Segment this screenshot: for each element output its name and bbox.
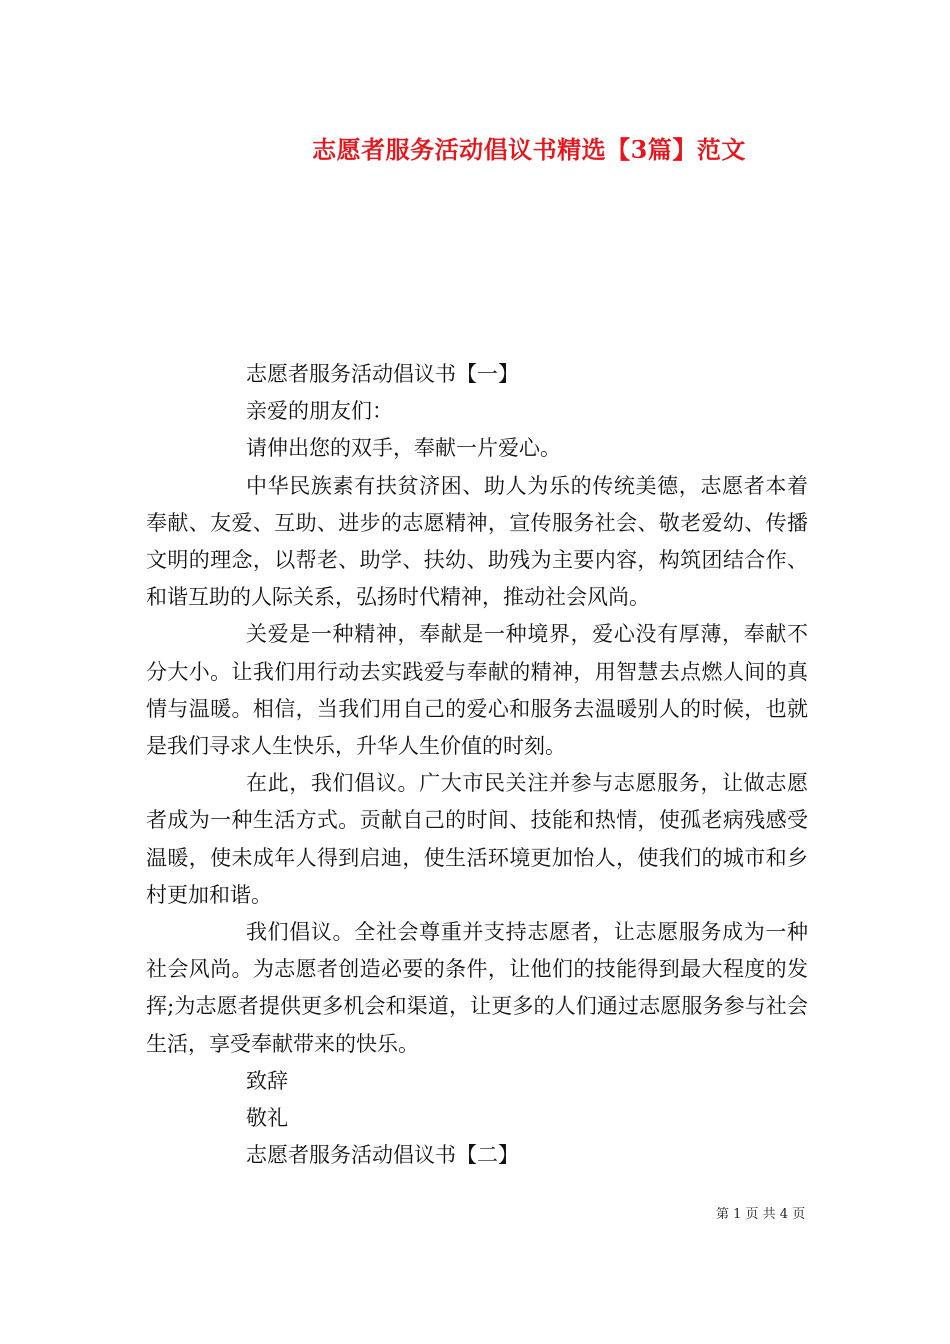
document-title: 志愿者服务活动倡议书精选【3篇】范文 (312, 135, 746, 164)
page-number: 第 1 页 共 4 页 (716, 1207, 806, 1222)
paragraph: 中华民族素有扶贫济困、助人为乐的传统美德，志愿者本着奉献、友爱、互助、进步的志愿精神，宣传服务社会、敬老爱幼、传播文明的理念，以帮老、助学、扶幼、助残为主要内容，构筑团结合作、和谐互助的人际关系，弘扬时代精神，推动社会风尚。 (146, 473, 808, 610)
paragraph: 在此，我们倡议。广大市民关注并参与志愿服务，让做志愿者成为一种生活方式。贡献自己的时间、技能和热情，使孤老病残感受温暖，使未成年人得到启迪，使生活环境更加怡人，使我们的城市和乡村更加和谐。 (146, 771, 808, 907)
salutation: 亲爱的朋友们： (246, 399, 393, 424)
paragraph: 关爱是一种精神，奉献是一种境界，爱心没有厚薄，奉献不分大小。让我们用行动去实践爱与奉献的精神，用智慧去点燃人间的真情与温暖。相信，当我们用自己的爱心和服务去温暖别人的时候，也就是我们寻求人生快乐，升华人生价值的时刻。 (146, 622, 808, 759)
closing-line: 致辞 (246, 1068, 288, 1093)
section-heading-2: 志愿者服务活动倡议书【二】 (246, 1143, 519, 1168)
document-body (146, 356, 808, 1174)
closing-line: 敬礼 (246, 1106, 288, 1131)
paragraph: 我们倡议。全社会尊重并支持志愿者，让志愿服务成为一种社会风尚。为志愿者创造必要的条件，让他们的技能得到最大程度的发挥;为志愿者提供更多机会和渠道，让更多的人们通过志愿服务参与社会生活，享受奉献带来的快乐。 (146, 920, 808, 1056)
section-heading-1: 志愿者服务活动倡议书【一】 (246, 362, 519, 386)
paragraph: 请伸出您的双手，奉献一片爱心。 (246, 436, 561, 461)
